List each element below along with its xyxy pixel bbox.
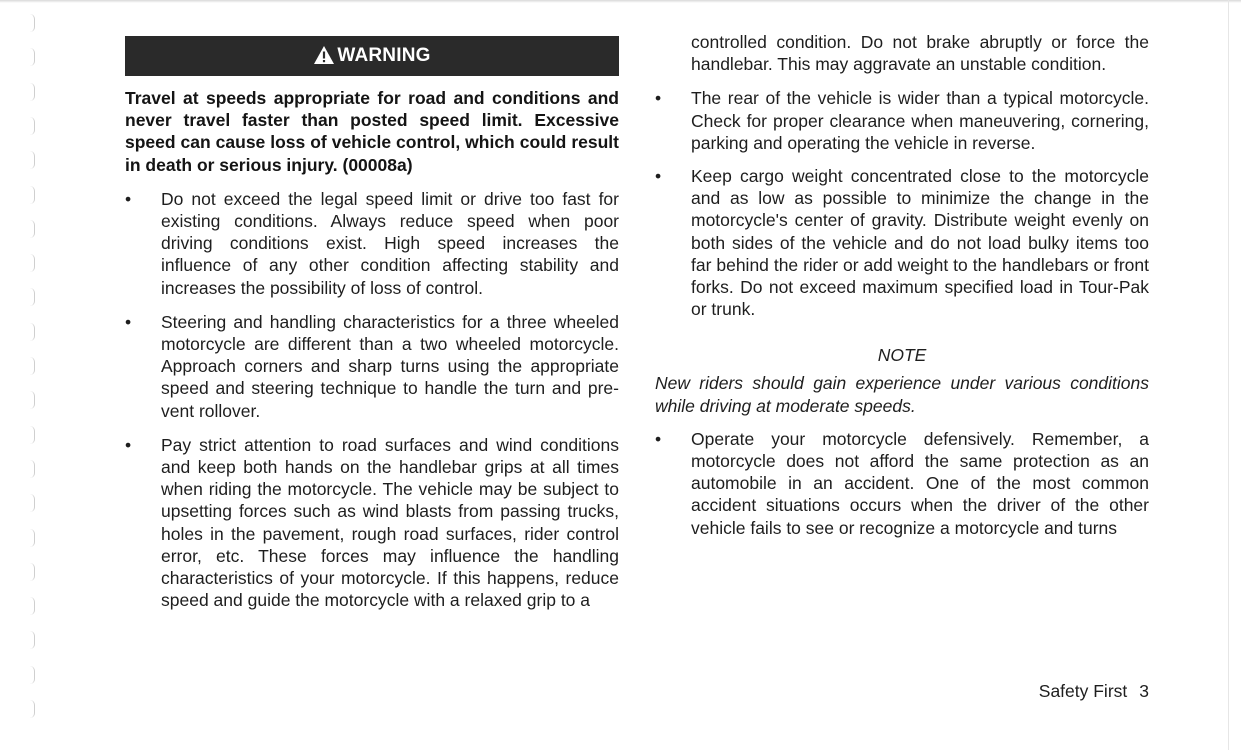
binding-hole — [30, 563, 35, 581]
binding-hole — [30, 631, 35, 649]
list-item — [125, 188, 619, 299]
binding-hole — [30, 323, 35, 341]
binding-hole — [30, 48, 35, 66]
binding-hole — [30, 220, 35, 238]
bullet-icon: • — [655, 166, 662, 187]
bullet-text: Steering and handling characteristics for a three wheeled motorcycle are different than a two wheeled motorcycle. Approach corners and sharp turns using the appropriate speed and steering technique to handle the turn and pre-vent rollover. — [161, 311, 619, 421]
right-bullet-list — [655, 87, 1149, 320]
page-footer — [1039, 680, 1149, 702]
list-item — [655, 165, 1149, 320]
right-column — [655, 31, 1149, 550]
bullet-icon: • — [655, 428, 662, 449]
binding-hole — [30, 391, 35, 409]
page-number: 3 — [1139, 681, 1149, 701]
binding-hole — [30, 529, 35, 547]
binding-holes — [30, 14, 38, 734]
bullet-text: Pay strict attention to road surfaces and wind conditions and keep both hands on the handlebar grips at all times when riding the motorcycle. The vehicle may be subject to upsetting forces such as wind blasts from passing trucks, holes in the pavement, rough road surfaces, rider control error, etc. These forces may influence the handling characteristics of your motorcycle. If this happens, reduce speed and guide the motorcycle with a relaxed grip to a — [161, 434, 619, 611]
binding-hole — [30, 186, 35, 204]
warning-statement: Travel at speeds appropriate for road and conditions and never travel faster than posted speed limit. Excessive speed can cause loss of vehicle control, which could result in death or serious injury. (00008a) — [125, 88, 619, 175]
continued-paragraph: controlled condition. Do not brake abruptly or force the handlebar. This may aggravate an unstable condition. — [691, 32, 1149, 75]
list-item — [655, 87, 1149, 154]
bullet-text: Operate your motorcycle defensively. Remember, a motorcycle does not afford the same protection as an automobile in an accident. One of the most common accident situations occurs when the driver of the other vehicle fails to see or recognize a motorcycle and turns — [691, 428, 1149, 538]
warning-banner — [125, 36, 619, 76]
binding-hole — [30, 357, 35, 375]
list-item — [125, 434, 619, 612]
binding-hole — [30, 83, 35, 101]
list-item — [655, 428, 1149, 539]
binding-hole — [30, 666, 35, 684]
binding-hole — [30, 254, 35, 272]
list-item — [125, 311, 619, 422]
bullet-icon: • — [125, 188, 132, 209]
bullet-icon: • — [655, 88, 662, 109]
binding-hole — [30, 288, 35, 306]
bullet-icon: • — [125, 311, 132, 332]
right-bullet-list-after-note — [655, 428, 1149, 539]
note-text: New riders should gain experience under various conditions while driving at moderate speeds. — [655, 373, 1149, 416]
binding-hole — [30, 151, 35, 169]
bullet-text: The rear of the vehicle is wider than a typical motorcycle. Check for proper clearance when maneuvering, cornering, parking and operating the vehicle in reverse. — [691, 88, 1149, 153]
left-column — [125, 36, 619, 623]
left-bullet-list — [125, 188, 619, 612]
footer-section-title: Safety First — [1038, 681, 1128, 701]
binding-hole — [30, 426, 35, 444]
binding-hole — [30, 700, 35, 718]
binding-hole — [30, 14, 35, 32]
note-heading: NOTE — [877, 345, 927, 366]
bullet-text: Do not exceed the legal speed limit or drive too fast for existing conditions. Always reduce speed when poor driving conditions exist. High speed increases the influence of any other condition affecting stability and increases the possibility of loss of control. — [161, 188, 619, 298]
warning-label: WARNING — [337, 45, 431, 66]
bullet-text: Keep cargo weight concentrated close to the motorcycle and as low as possible to minimize the change in the motorcycle's center of gravity. Distribute weight evenly on both sides of the vehicle and do not load bulky items too far behind the rider or add weight to the handlebars or front forks. Do not exceed maximum specified load in Tour-Pak or trunk. — [691, 166, 1149, 320]
page-right-edge — [1228, 0, 1229, 750]
binding-hole — [30, 460, 35, 478]
warning-triangle-icon — [313, 45, 335, 65]
binding-hole — [30, 117, 35, 135]
binding-hole — [30, 597, 35, 615]
page-top-edge — [0, 0, 1241, 3]
binding-hole — [30, 494, 35, 512]
bullet-icon: • — [125, 434, 132, 455]
